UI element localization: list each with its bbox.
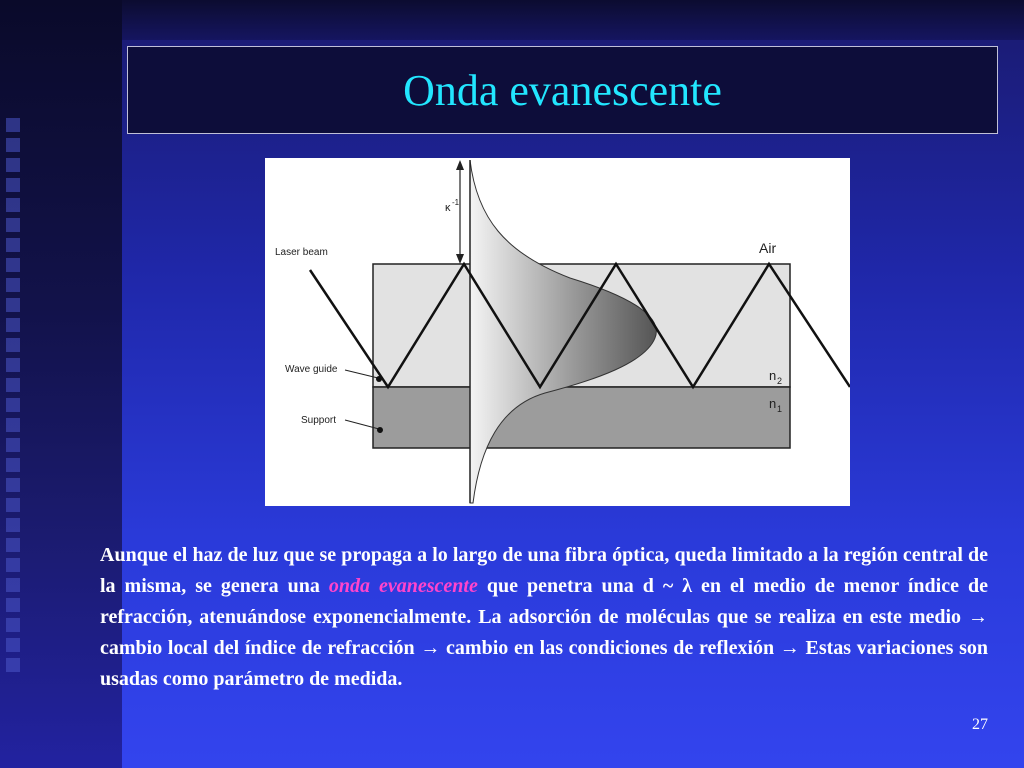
title-box: [127, 46, 998, 134]
body-paragraph: [100, 540, 988, 695]
laser-beam-label: Laser beam: [275, 247, 328, 258]
body-emphasis: onda evanescente: [328, 575, 478, 597]
body-text-part2: que penetra una d ~ λ en el medio de menor índice de refracción, atenuándose exponencialmente. La adsorción de moléculas que se realiza en este medio → cambio local del índice de refracción → cambio en las condiciones de reflexión → Estas variaciones son usadas como parámetro de medida.: [100, 575, 988, 690]
support-label: Support: [301, 415, 337, 426]
wave-guide-label: Wave guide: [285, 364, 338, 375]
support-layer: [373, 387, 790, 448]
kappa-label: κ: [445, 202, 451, 214]
slide-title: Onda evanescente: [403, 65, 722, 115]
air-label: Air: [759, 240, 777, 256]
body-text-part1: Aunque el haz de luz que se propaga a lo largo de una fibra óptica, queda limitado a la región central de la misma, se genera una: [100, 544, 988, 597]
top-decorative-bar: [122, 0, 1024, 40]
left-square-pattern: [6, 118, 30, 678]
evanescent-wave-diagram: [265, 158, 850, 506]
n2-label: n: [769, 368, 777, 383]
n1-label: n: [769, 396, 777, 411]
page-number: 27: [972, 716, 988, 733]
n2-subscript: 2: [777, 376, 783, 386]
evanescent-profile: [470, 160, 656, 503]
kappa-superscript: -1: [452, 198, 460, 207]
n1-subscript: 1: [777, 404, 783, 414]
